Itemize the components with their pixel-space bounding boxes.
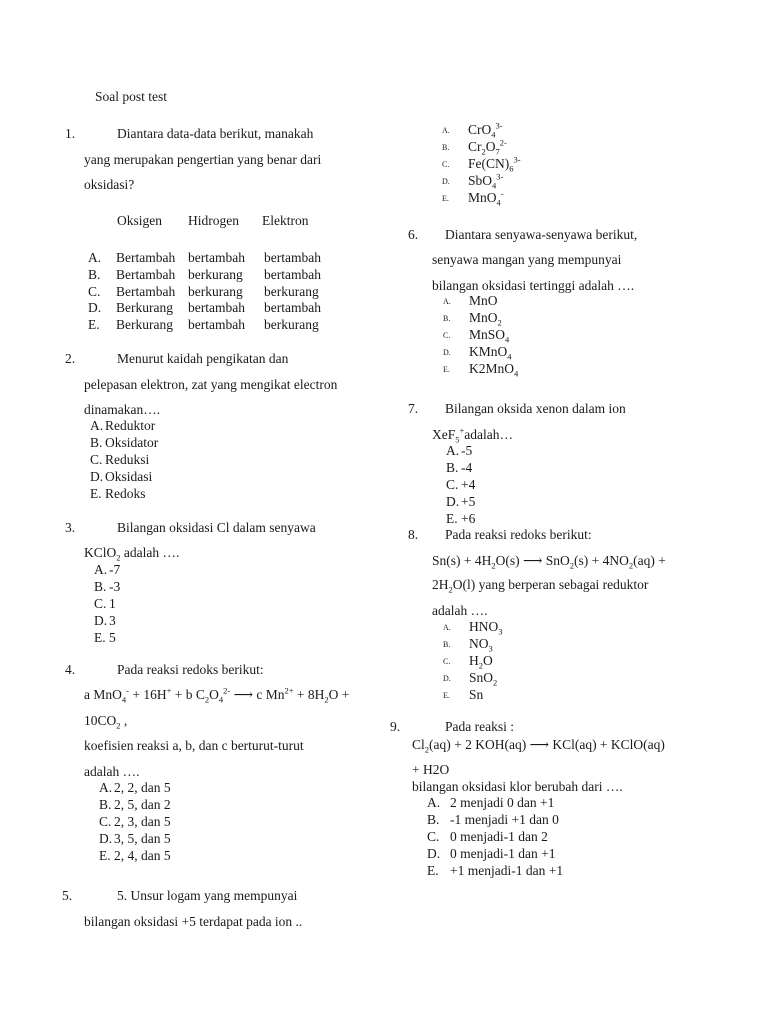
option-letter: D. [446,494,460,509]
option-letter: B. [99,797,112,812]
option-e[interactable] [90,486,146,503]
question-text-line: dinamakan…. [84,402,161,417]
option-text: Redoks [105,486,146,501]
question-number: 4. [65,662,76,677]
reaction-equation-cont: $10CO_2$ , [84,713,128,731]
option-text: 0 menjadi-1 dan +1 [450,846,556,861]
option-letter: E. [443,691,450,700]
question-text-line: Bilangan oksida xenon dalam ion [445,401,626,416]
option-d[interactable] [427,846,555,863]
option-letter: A. [446,443,460,458]
option-text: -5 [461,443,473,458]
option-letter: D. [88,300,102,316]
option-letter: C. [443,331,451,340]
option-cell: bertambah [264,250,321,265]
option-formula: KMnO$_4$ [469,344,512,362]
option-cell: Bertambah [116,283,176,299]
option-d[interactable] [90,469,152,486]
option-d[interactable] [443,344,512,362]
option-letter: A. [427,795,441,810]
option-d[interactable] [88,300,321,317]
option-d[interactable] [443,670,497,688]
option-letter: B. [90,435,103,450]
question-text-line: adalah …. [432,603,488,618]
option-formula: MnO$_2$ [469,310,502,328]
question-number: 8. [408,527,419,542]
option-letter: A. [94,562,108,577]
option-letter: D. [427,846,441,861]
question-text-line: 5. Unsur logam yang mempunyai [117,888,298,903]
option-letter: A. [99,780,113,795]
option-letter: A. [443,297,451,306]
option-a[interactable] [443,293,498,311]
reaction-equation: a MnO$_4$- + 16H+ + b $C_2O_4^{2-}$ ⟶ c $Mn^{2+} + 8H_2O$ + [84,685,350,705]
option-letter: C. [90,452,103,467]
option-letter: E. [446,511,458,526]
option-formula: $H_2O$ [469,653,493,671]
reaction-equation-cont: + H2O [412,762,450,777]
question-text-line: oksidasi? [84,177,135,192]
option-text: Oksidator [105,435,159,450]
option-formula: $Cr_2O_7^{2-}$ [468,137,507,157]
option-formula: $Fe(CN)_6^{3-}$ [468,154,521,174]
option-formula: MnO [469,293,498,308]
option-d[interactable] [99,831,171,848]
option-d[interactable] [446,494,475,511]
option-b[interactable] [427,812,559,829]
option-e[interactable] [443,687,483,705]
question-number: 2. [65,351,76,366]
option-c[interactable] [427,829,548,846]
option-formula: $NO_3$ [469,636,493,654]
option-letter: C. [442,160,450,169]
option-a[interactable] [446,443,472,460]
question-text-line: bilangan oksidasi tertinggi adalah …. [432,278,635,293]
option-formula: $HNO_3$ [469,619,503,637]
option-e[interactable] [427,863,563,880]
option-text: 2, 5, dan 2 [114,797,171,812]
option-formula: SbO$_4^{3-}$ [468,171,504,191]
option-formula: MnO$_4$- [468,188,504,208]
option-text: 3, 5, dan 5 [114,831,171,846]
question-text-line: pelepasan elektron, zat yang mengikat electron [84,377,338,392]
question-text-line: KClO$_2$ adalah …. [84,545,180,563]
option-letter: D. [443,674,451,683]
option-text: 2, 4, dan 5 [114,848,171,863]
option-letter: B. [443,640,451,649]
question-number: 7. [408,401,419,416]
option-b[interactable] [446,460,472,477]
question-text-line: Pada reaksi redoks berikut: [117,662,264,677]
option-formula: Sn [469,687,484,702]
option-formula: SnO$_2$ [469,670,498,688]
option-c[interactable] [443,327,509,345]
option-b[interactable] [443,310,502,328]
option-text: -7 [109,562,121,577]
option-text: +1 menjadi-1 dan +1 [450,863,564,878]
option-c[interactable] [446,477,475,494]
option-c[interactable] [90,452,149,469]
option-text: -1 menjadi +1 dan 0 [450,812,559,827]
option-c[interactable] [442,156,521,174]
option-text: 1 [109,596,116,611]
option-cell: berkurang [264,283,319,299]
option-cell: berkurang [188,266,243,282]
option-text: 3 [109,613,116,628]
reaction-equation: $Cl_2(aq) + 2$ KOH(aq) ⟶ KCl(aq) + KClO(aq) [412,737,665,755]
option-formula: K2MnO$_4$ [469,361,519,379]
option-text: -3 [109,579,121,594]
question-number: 5. [62,888,73,903]
option-letter: E. [94,630,106,645]
option-a[interactable] [427,795,554,812]
question-text-line: koefisien reaksi a, b, dan c berturut-turut [84,738,304,753]
option-letter: E. [442,194,449,203]
option-cell: bertambah [264,266,321,282]
option-a[interactable] [442,122,503,140]
option-b[interactable] [442,139,507,157]
option-letter: A. [443,623,451,632]
option-cell: Berkurang [116,300,173,316]
question-number: 9. [390,719,401,734]
question-text-line: Pada reaksi : [445,719,514,734]
question-text-line: XeF$_5$+adalah… [432,425,514,445]
option-e[interactable] [442,190,504,208]
option-d[interactable] [442,173,503,191]
column-header-oksigen: Oksigen [117,213,162,228]
option-formula: CrO$_4^{3-}$ [468,120,503,140]
option-letter: C. [443,657,451,666]
option-e[interactable] [443,361,518,379]
option-letter: D. [443,348,451,357]
option-b[interactable] [88,267,321,284]
option-text: Oksidasi [105,469,153,484]
option-cell: Bertambah [116,250,176,265]
option-a[interactable] [94,562,120,579]
question-text-line: Pada reaksi redoks berikut: [445,527,592,542]
option-a[interactable] [99,780,171,797]
option-letter: B. [88,266,101,282]
option-cell: berkurang [264,317,319,333]
option-cell: bertambah [264,300,321,316]
option-cell: bertambah [188,250,245,265]
option-letter: E. [88,317,100,333]
question-number: 1. [65,126,76,141]
option-letter: D. [94,613,108,628]
option-letter: C. [88,283,101,299]
option-letter: B. [446,460,459,475]
question-text-line: adalah …. [84,764,140,779]
option-b[interactable] [94,579,120,596]
option-d[interactable] [94,613,116,630]
reaction-equation: $Sn(s) + 4H_2O(s)$ ⟶ $SnO_2(s) + 4NO_2(aq)$ + [432,553,666,571]
option-table [88,250,321,334]
question-number: 6. [408,227,419,242]
option-cell: Bertambah [116,266,176,282]
option-letter: C. [427,829,440,844]
option-a[interactable] [88,250,321,267]
option-e[interactable] [99,848,171,865]
option-letter: B. [427,812,440,827]
option-text: +5 [461,494,476,509]
option-text: -4 [461,460,473,475]
option-a[interactable] [443,619,503,637]
option-letter: E. [99,848,111,863]
option-cell: bertambah [188,317,245,333]
option-text: +4 [461,477,476,492]
question-text-line: Menurut kaidah pengikatan dan [117,351,289,366]
option-text: Reduksi [105,452,150,467]
option-letter: D. [442,177,450,186]
option-letter: E. [443,365,450,374]
option-a[interactable] [90,418,155,435]
option-letter: A. [442,126,450,135]
option-cell: berkurang [188,283,243,299]
question-number: 3. [65,520,76,535]
option-text: 2, 3, dan 5 [114,814,171,829]
option-e[interactable] [446,511,475,528]
question-text-line: Bilangan oksidasi Cl dalam senyawa [117,520,316,535]
option-text: 0 menjadi-1 dan 2 [450,829,548,844]
option-letter: B. [443,314,451,323]
option-letter: B. [94,579,107,594]
option-text: Reduktor [105,418,156,433]
option-e[interactable] [88,317,321,334]
reaction-equation-cont: $2H_2O(l)$ yang berperan sebagai reduktor [432,577,649,595]
question-text-line: Diantara data-data berikut, manakah [117,126,314,141]
option-cell: bertambah [188,300,245,316]
option-letter: C. [99,814,112,829]
option-letter: E. [427,863,439,878]
option-c[interactable] [88,284,321,301]
question-text-line: Diantara senyawa-senyawa berikut, [445,227,638,242]
question-text-line: senyawa mangan yang mempunyai [432,252,622,267]
option-text: 2 menjadi 0 dan +1 [450,795,555,810]
option-c[interactable] [99,814,171,831]
column-header-hidrogen: Hidrogen [188,213,239,228]
option-letter: A. [90,418,104,433]
option-text: 5 [109,630,116,645]
option-letter: C. [94,596,107,611]
option-b[interactable] [99,797,171,814]
question-text-line: bilangan oksidasi klor berubah dari …. [412,779,623,794]
option-letter: B. [442,143,450,152]
option-c[interactable] [94,596,116,613]
question-text-line: yang merupakan pengertian yang benar dari [84,152,322,167]
option-letter: C. [446,477,459,492]
option-c[interactable] [443,653,493,671]
option-letter: A. [88,250,102,265]
option-b[interactable] [90,435,158,452]
option-text: +6 [461,511,476,526]
option-b[interactable] [443,636,493,654]
option-e[interactable] [94,630,116,647]
column-header-elektron: Elektron [262,213,309,228]
option-cell: Berkurang [116,317,173,333]
option-formula: MnSO$_4$ [469,327,510,345]
option-letter: D. [99,831,113,846]
question-text-line: bilangan oksidasi +5 terdapat pada ion .. [84,914,303,929]
option-letter: E. [90,486,102,501]
option-text: 2, 2, dan 5 [114,780,171,795]
page-title: Soal post test [95,89,168,104]
option-letter: D. [90,469,104,484]
